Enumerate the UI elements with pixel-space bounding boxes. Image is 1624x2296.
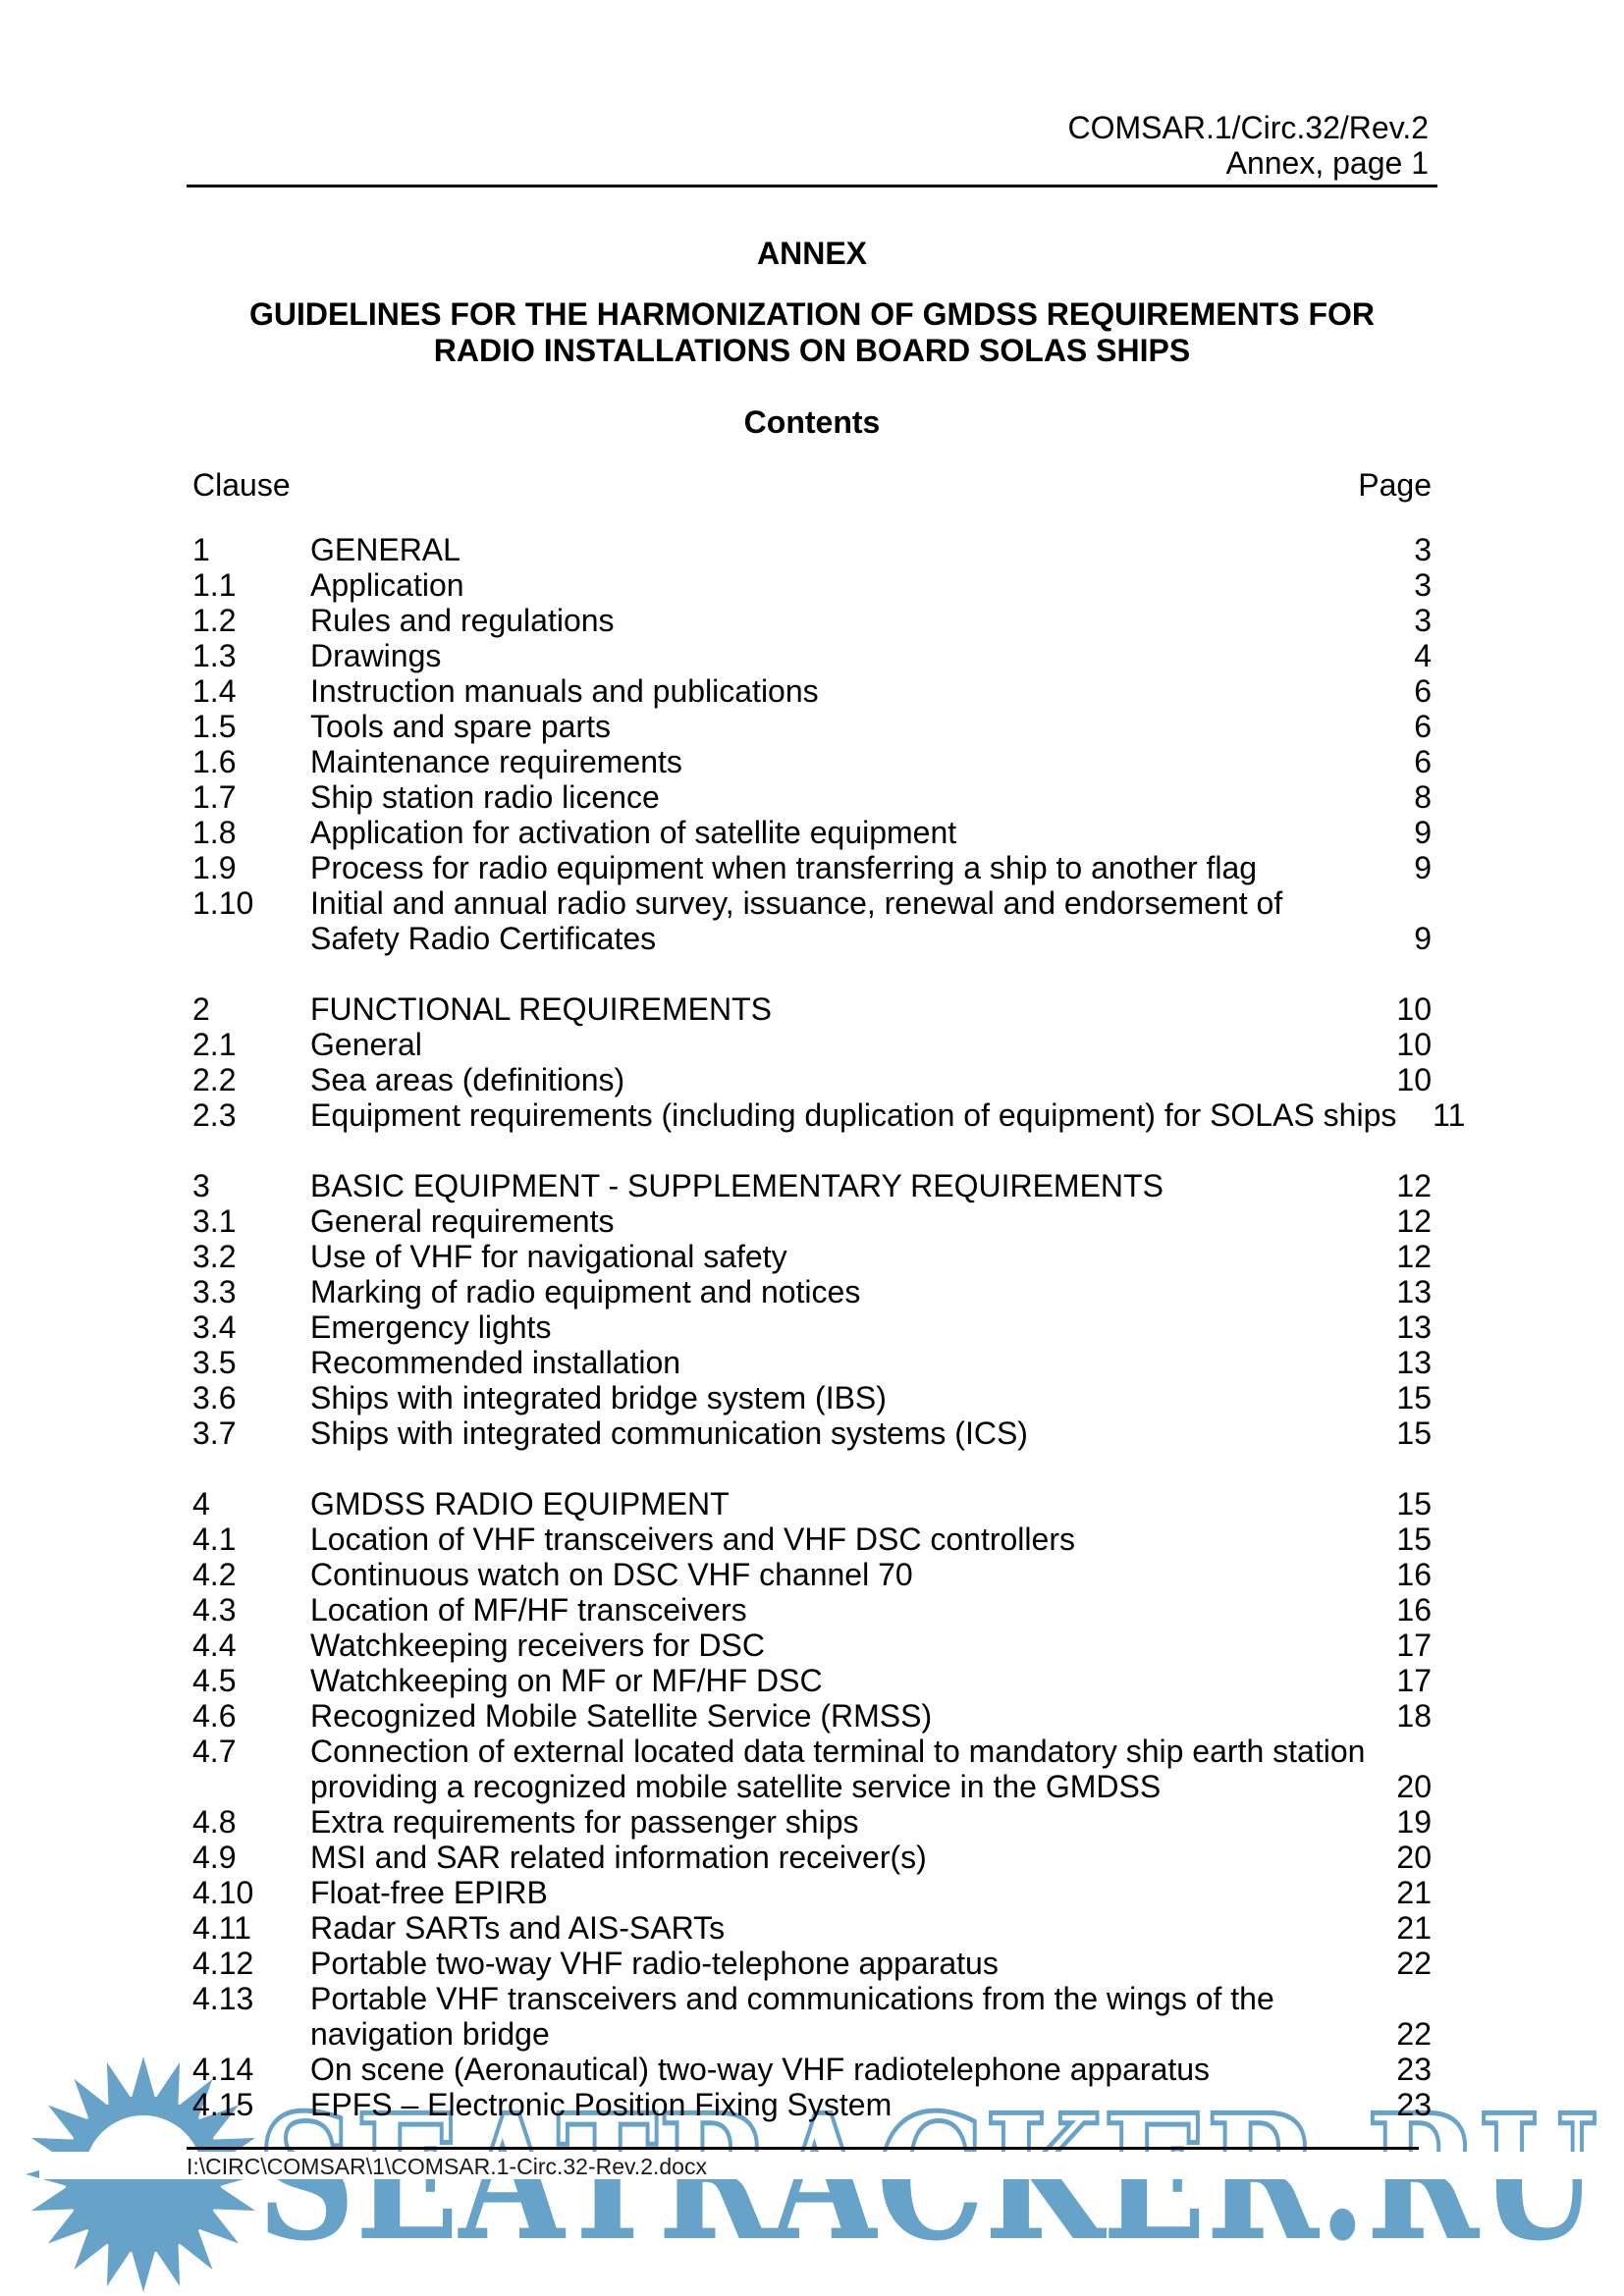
toc-row [192,991,1432,1027]
toc-title: Application for activation of satellite equipment [310,815,957,850]
toc-title: Maintenance requirements [310,744,682,779]
toc-page: 12 [1396,1203,1432,1239]
toc-row [192,1663,1432,1698]
toc-row [192,1946,1432,1981]
toc-title: Location of MF/HF transceivers [310,1592,747,1628]
toc-row [192,850,1432,885]
toc-page: 6 [1414,709,1432,744]
toc-title: Location of VHF transceivers and VHF DSC controllers [310,1522,1075,1557]
toc-clause: 1.4 [192,673,237,709]
toc-row [192,1698,1432,1734]
toc-clause: 3.1 [192,1203,237,1239]
toc-page: 12 [1396,1168,1432,1203]
toc-title: General requirements [310,1203,615,1239]
toc-clause: 1.8 [192,815,237,850]
toc-title: Connection of external located data terminal to mandatory ship earth station [310,1734,1366,1769]
toc-clause: 4.1 [192,1522,237,1557]
toc-clause: 3 [192,1168,210,1203]
toc-row [192,603,1432,638]
toc-page: 15 [1396,1415,1432,1451]
toc-title: navigation bridge [310,2016,550,2052]
toc-clause: 2.3 [192,1097,237,1133]
toc-title: FUNCTIONAL REQUIREMENTS [310,991,772,1027]
toc-clause: 4.13 [192,1981,254,2016]
toc-title: Marking of radio equipment and notices [310,1274,861,1309]
toc-clause: 1 [192,532,210,567]
toc-title: On scene (Aeronautical) two-way VHF radiotelephone apparatus [310,2052,1211,2087]
toc-clause: 3.4 [192,1309,237,1345]
toc-row [192,1769,1432,1804]
toc-title: Ship station radio licence [310,779,660,815]
footer-file-path: I:\CIRC\COMSAR\1\COMSAR.1-Circ.32-Rev.2.docx [187,2154,707,2179]
toc-page: 22 [1396,1946,1432,1981]
toc-title: Initial and annual radio survey, issuance, renewal and endorsement of [310,885,1283,921]
toc-title: Tools and spare parts [310,709,611,744]
toc-page: 15 [1396,1380,1432,1415]
toc-page: 21 [1396,1875,1432,1910]
toc-title: GMDSS RADIO EQUIPMENT [310,1486,730,1522]
toc-row [192,2016,1432,2052]
toc-row [192,1168,1432,1203]
toc-row [192,2052,1432,2087]
toc-row [192,1592,1432,1628]
toc-row [192,1239,1432,1274]
toc-page: 9 [1414,921,1432,956]
toc-clause [192,2016,310,2052]
toc-title: Emergency lights [310,1309,552,1345]
toc-page: 10 [1396,1027,1432,1062]
toc-title: GENERAL [310,532,460,567]
toc-title: Radar SARTs and AIS-SARTs [310,1910,726,1946]
toc-title: Watchkeeping receivers for DSC [310,1628,765,1663]
toc-clause [192,1769,310,1804]
toc-title: Watchkeeping on MF or MF/HF DSC [310,1663,823,1698]
toc-clause-header: Clause [192,467,291,503]
toc-clause: 1.3 [192,638,237,673]
toc-page: 16 [1396,1592,1432,1628]
toc-row [192,1415,1432,1451]
toc-title: Equipment requirements (including duplication of equipment) for SOLAS ships [310,1097,1397,1133]
toc-row [192,885,1432,921]
toc-row [192,1804,1432,1840]
toc-clause: 3.6 [192,1380,237,1415]
toc-page: 10 [1396,991,1432,1027]
toc-row [192,1274,1432,1309]
toc-clause: 1.5 [192,709,237,744]
toc-page: 11 [1433,1097,1466,1133]
toc-page: 22 [1396,2016,1432,2052]
toc-page: 6 [1414,673,1432,709]
toc-row [192,1875,1432,1910]
toc-page: 20 [1396,1769,1432,1804]
toc-row [192,815,1432,850]
toc-title: Safety Radio Certificates [310,921,657,956]
toc-row [192,1628,1432,1663]
toc-title: Sea areas (definitions) [310,1062,625,1097]
doc-reference: COMSAR.1/Circ.32/Rev.2 [1067,110,1429,145]
toc-title: Ships with integrated bridge system (IBS) [310,1380,887,1415]
toc-clause: 4.15 [192,2087,254,2122]
toc-page: 3 [1414,603,1432,638]
toc-row [192,1840,1432,1875]
contents-heading: Contents [743,404,881,440]
toc-row [192,638,1432,673]
toc-row [192,1486,1432,1522]
toc-page [1363,1981,1432,2016]
toc-clause: 3.2 [192,1239,237,1274]
toc-page: 10 [1396,1062,1432,1097]
toc-section-gap [192,1133,1432,1168]
toc-clause: 4.14 [192,2052,254,2087]
toc-page: 9 [1414,850,1432,885]
toc-title: Application [310,567,464,603]
toc-page: 15 [1396,1486,1432,1522]
toc-title: MSI and SAR related information receiver(s) [310,1840,927,1875]
toc-clause: 1.7 [192,779,237,815]
toc-row [192,1981,1432,2016]
toc-clause: 1.6 [192,744,237,779]
toc-column-headers [192,467,1432,503]
document-title-line1: GUIDELINES FOR THE HARMONIZATION OF GMDSS REQUIREMENTS FOR [248,296,1376,332]
toc-clause: 4.3 [192,1592,237,1628]
toc-clause: 4.5 [192,1663,237,1698]
toc-clause: 1.9 [192,850,237,885]
toc-title: Rules and regulations [310,603,615,638]
toc-row [192,744,1432,779]
document-title-line2: RADIO INSTALLATIONS ON BOARD SOLAS SHIPS [433,333,1191,368]
toc-title: Portable two-way VHF radio-telephone apparatus [310,1946,999,1981]
toc-title: Use of VHF for navigational safety [310,1239,787,1274]
toc-clause: 4.4 [192,1628,237,1663]
toc-title: Process for radio equipment when transferring a ship to another flag [310,850,1258,885]
doc-header [1068,110,1430,181]
toc-page: 17 [1396,1628,1432,1663]
toc-page: 17 [1396,1663,1432,1698]
toc-clause: 4.7 [192,1734,237,1769]
toc-row [192,673,1432,709]
toc-page: 4 [1414,638,1432,673]
toc-clause: 2.1 [192,1027,237,1062]
toc-clause: 3.7 [192,1415,237,1451]
toc-row [192,1097,1466,1133]
toc-clause: 2 [192,991,210,1027]
toc-page: 23 [1396,2052,1432,2087]
toc-title: Float-free EPIRB [310,1875,548,1910]
toc-page: 13 [1396,1345,1432,1380]
toc-row [192,1557,1432,1592]
toc-body [192,532,1466,2122]
toc-title: General [310,1027,422,1062]
toc-page: 18 [1396,1698,1432,1734]
toc-row [192,1062,1432,1097]
toc-clause: 4.8 [192,1804,237,1840]
toc-page: 20 [1396,1840,1432,1875]
toc-title: Recommended installation [310,1345,681,1380]
toc-title: Drawings [310,638,442,673]
toc-clause: 3.5 [192,1345,237,1380]
toc-clause [192,921,310,956]
toc-clause: 1.2 [192,603,237,638]
toc-page: 9 [1414,815,1432,850]
toc-row [192,779,1432,815]
toc-title: Extra requirements for passenger ships [310,1804,859,1840]
toc-clause: 4 [192,1486,210,1522]
toc-title: Instruction manuals and publications [310,673,819,709]
toc-row [192,1910,1432,1946]
toc-clause: 4.2 [192,1557,237,1592]
toc-row [192,1309,1432,1345]
toc-page: 13 [1396,1274,1432,1309]
toc-page: 15 [1396,1522,1432,1557]
toc-page: 6 [1414,744,1432,779]
annex-heading: ANNEX [756,236,867,271]
toc-row [192,532,1432,567]
toc-page: 21 [1396,1910,1432,1946]
toc-clause: 1.10 [192,885,254,921]
toc-page: 12 [1396,1239,1432,1274]
toc-page-header: Page [1358,467,1432,503]
toc-row [192,1522,1432,1557]
toc-clause: 4.9 [192,1840,237,1875]
toc-clause: 2.2 [192,1062,237,1097]
toc-row [192,1734,1432,1769]
toc-clause: 1.1 [192,567,237,603]
toc-clause: 4.10 [192,1875,254,1910]
toc-section-gap [192,956,1432,991]
toc-title: Continuous watch on DSC VHF channel 70 [310,1557,913,1592]
toc-row [192,1203,1432,1239]
toc-row [192,709,1432,744]
toc-row [192,567,1432,603]
toc-title: BASIC EQUIPMENT - SUPPLEMENTARY REQUIREMENTS [310,1168,1164,1203]
toc-row [192,2087,1432,2122]
toc-title: Portable VHF transceivers and communications from the wings of the [310,1981,1274,2016]
toc-page: 3 [1414,567,1432,603]
toc-clause: 4.11 [192,1910,251,1946]
toc-page: 13 [1396,1309,1432,1345]
toc-page: 3 [1414,532,1432,567]
toc-row [192,1380,1432,1415]
toc-clause: 4.6 [192,1698,237,1734]
footer-rule [187,2147,1419,2150]
toc-title: providing a recognized mobile satellite service in the GMDSS [310,1769,1162,1804]
toc-page: 8 [1414,779,1432,815]
toc-section-gap [192,1451,1432,1486]
toc-row [192,1345,1432,1380]
toc-row [192,921,1432,956]
toc-clause: 4.12 [192,1946,254,1981]
toc-page: 16 [1396,1557,1432,1592]
toc-page: 19 [1396,1804,1432,1840]
toc-title: Recognized Mobile Satellite Service (RMSS) [310,1698,933,1734]
doc-page-reference: Annex, page 1 [1225,145,1429,181]
header-rule [187,185,1437,187]
toc-page [1363,885,1432,921]
toc-title: EPFS – Electronic Position Fixing System [310,2087,893,2122]
toc-title: Ships with integrated communication systems (ICS) [310,1415,1028,1451]
toc-page [1365,1734,1434,1769]
toc-row [192,1027,1432,1062]
toc-clause: 3.3 [192,1274,237,1309]
document-title [147,296,1477,369]
toc-page: 23 [1396,2087,1432,2122]
